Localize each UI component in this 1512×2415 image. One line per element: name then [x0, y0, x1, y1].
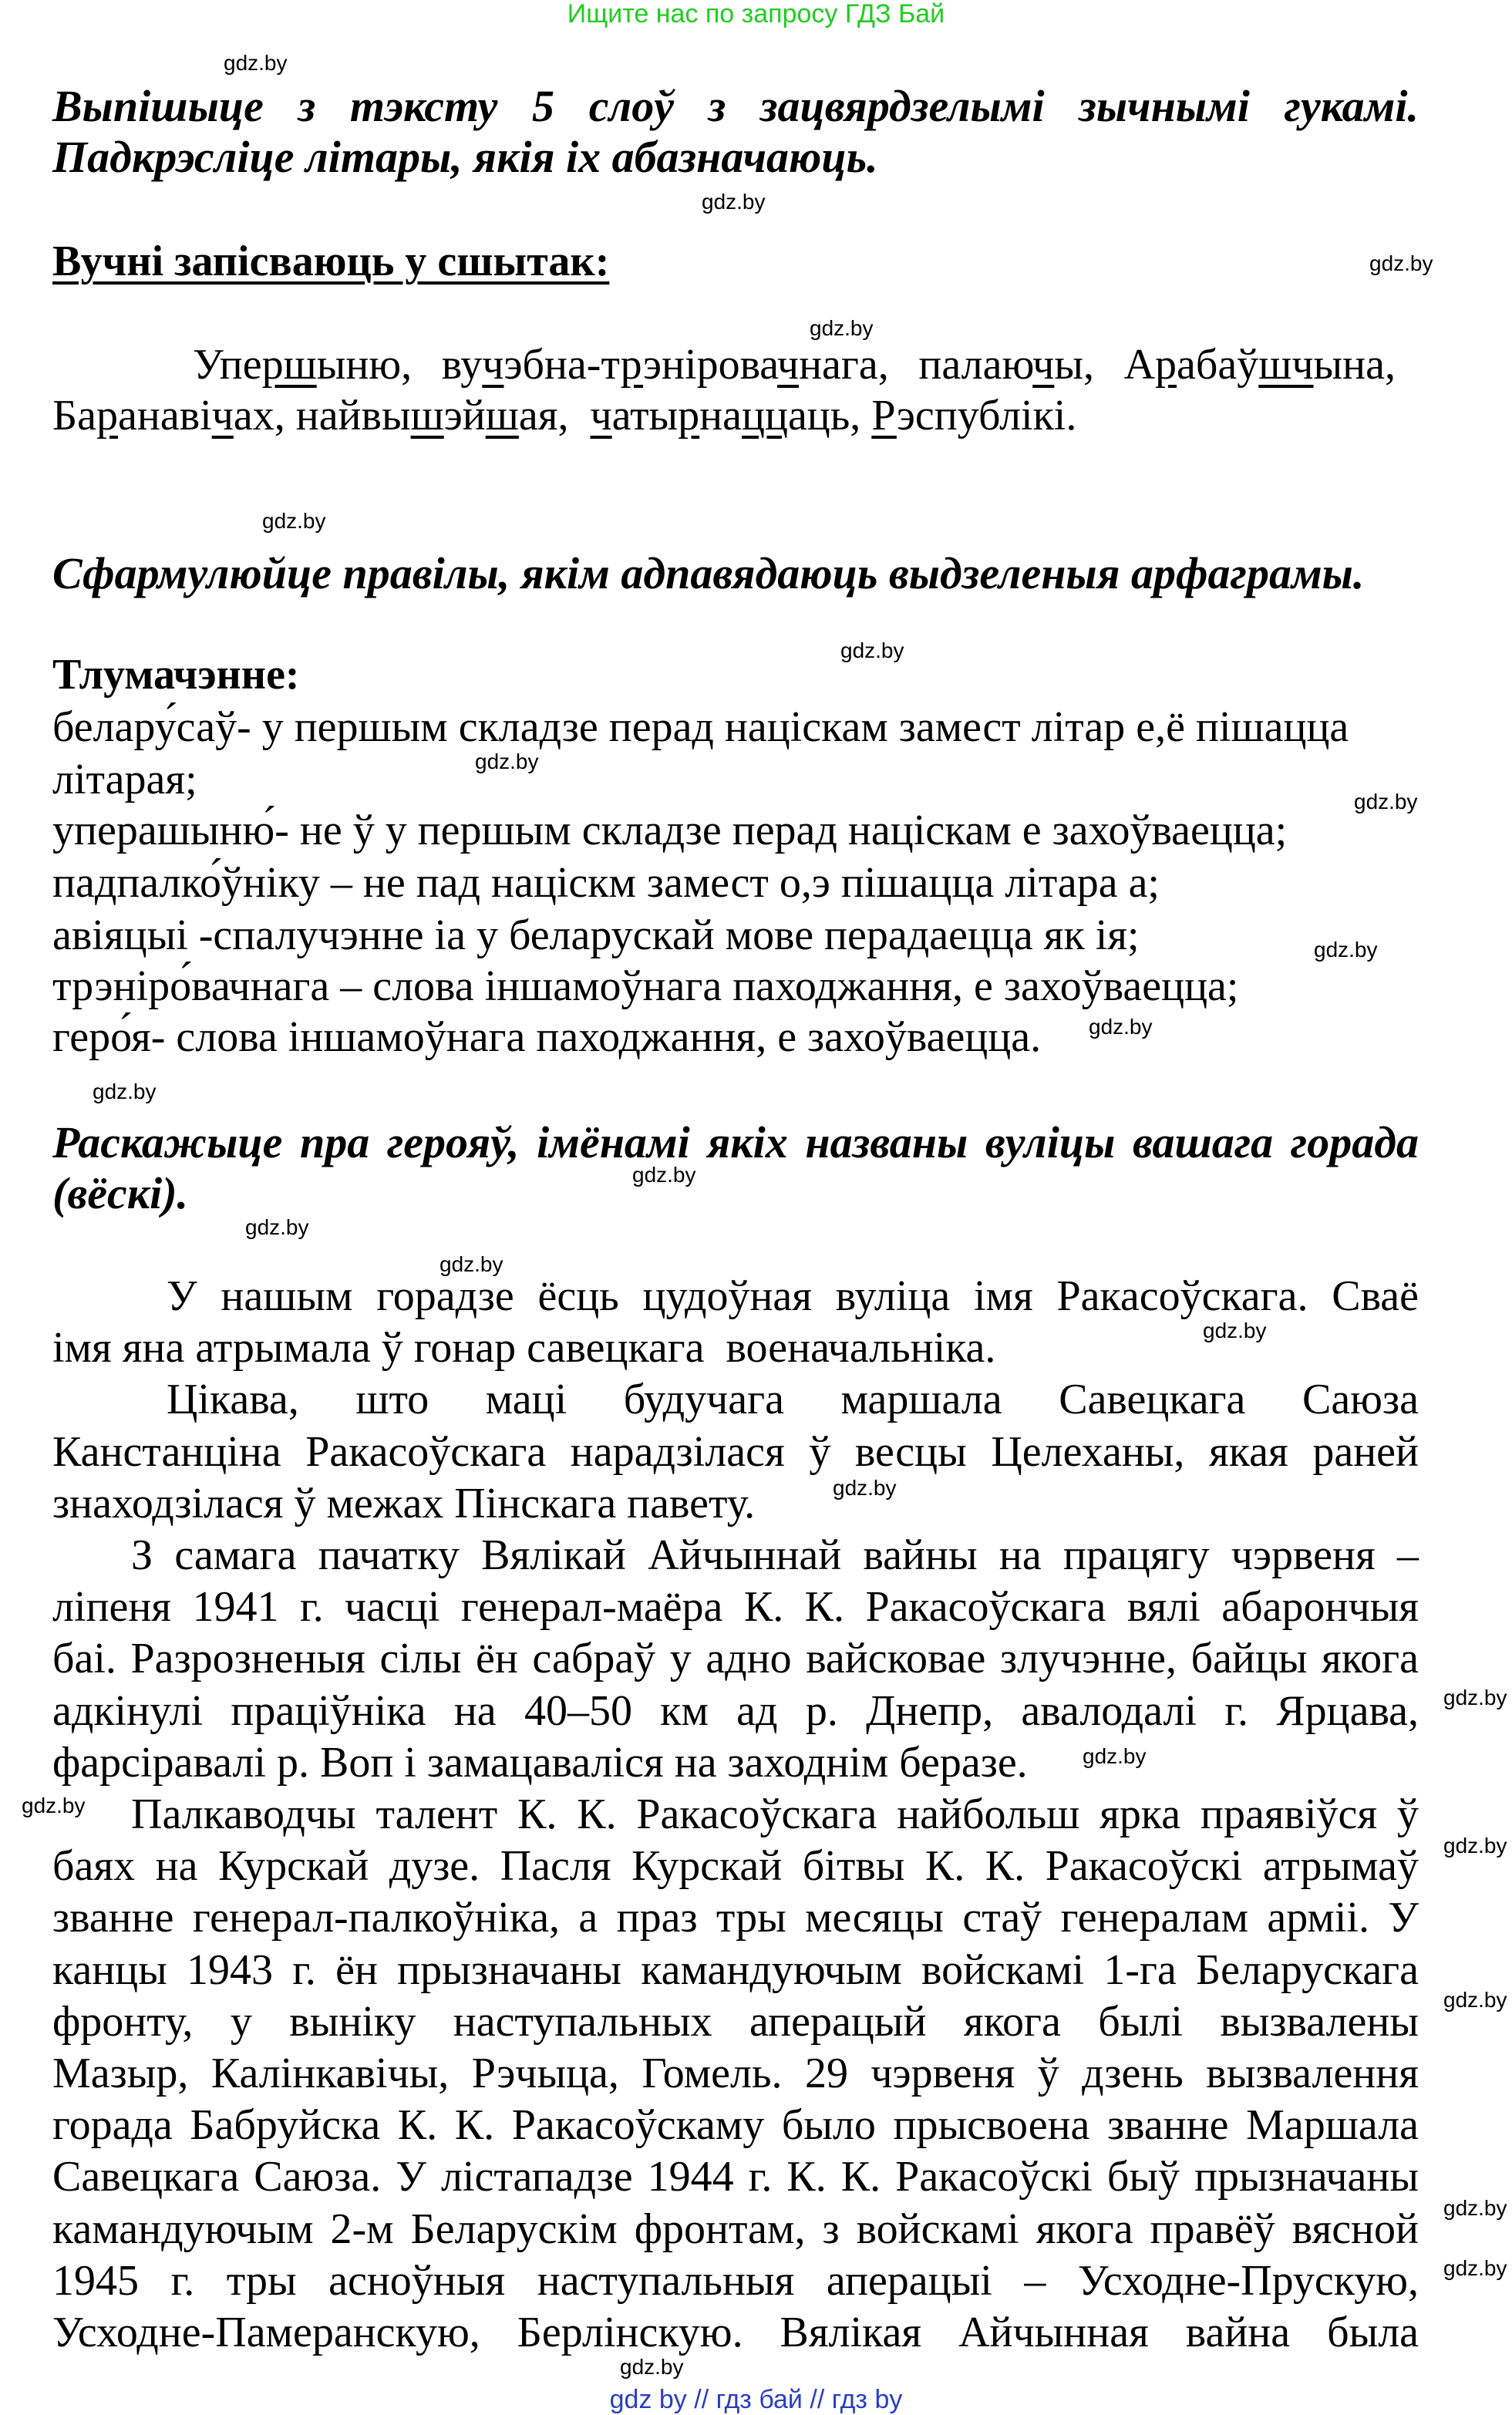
watermark: gdz.by: [1443, 1686, 1507, 1709]
underlined-letter: ш: [410, 392, 444, 440]
story-line: Мазыр, Калінкавічы, Рэчыца, Гомель. 29 чэрвеня ў дзень вызвалення: [52, 2050, 1419, 2097]
underlined-letter: ч: [776, 341, 800, 389]
word-text: аты: [611, 392, 679, 440]
task3-line2: (вёскі).: [52, 1168, 189, 1218]
story-line: адкінулі праціўніка на 40–50 км ад р. Днепр, авалодалі г. Ярцава,: [52, 1686, 1419, 1735]
story-line: З самага пачатку Вялікай Айчыннай вайны на працягу чэрвеня –: [131, 1531, 1419, 1579]
watermark: gdz.by: [245, 1215, 309, 1239]
word-text: Ба: [52, 392, 97, 440]
story-line: фронту, у выніку наступальных аперацый якога былі вызвалены: [52, 1997, 1419, 2046]
story-line: канцы 1943 г. ён прызначаны камандуючым войскамі 1-га Беларускага: [52, 1945, 1419, 1994]
word-text: эспублікі.: [896, 392, 1077, 440]
underlined-letter: шч: [1258, 341, 1314, 389]
story-line: званне генерал-палкоўніка, а праз тры месяцы стаў генералам арміі. У: [52, 1894, 1419, 1942]
word-text: анаві: [118, 392, 212, 440]
word-text: ыню, ву: [316, 341, 483, 389]
watermark: gdz.by: [1203, 1319, 1267, 1342]
task2: Сфармулюйце правілы, якім адпавядаюць выдзеленыя арфаграмы.: [52, 548, 1365, 598]
watermark: gdz.by: [93, 1080, 157, 1103]
word-text: ах, найвы: [233, 392, 411, 440]
watermark: gdz.by: [1314, 938, 1378, 962]
word-text: эбна-т: [503, 341, 621, 389]
story-line: баях на Курскай дузе. Пасля Курскай бітвы К. К. Ракасоўскі атрымаў: [52, 1842, 1419, 1891]
students-write-heading: Вучні запісваюць у сшытак:: [52, 237, 610, 285]
explanation-title: Тлумачэнне:: [52, 651, 300, 699]
watermark: gdz.by: [840, 638, 904, 662]
word-text: Упе: [193, 341, 262, 389]
story-line: 1945 г. тры асноўныя наступальныя аперацыі – Усходне-Прускую,: [52, 2256, 1419, 2305]
word-text: абаў: [1177, 341, 1259, 389]
explanation-line: падпалко́ўніку – не пад націскм замест о,э пішацца літара а;: [52, 859, 1160, 907]
watermark: gdz.by: [702, 190, 766, 214]
underlined-letter: Р: [871, 392, 897, 440]
word-text: ы, А: [1054, 341, 1156, 389]
watermark: gdz.by: [1083, 1744, 1147, 1768]
watermark: gdz.by: [632, 1163, 696, 1187]
task3-line1: Раскажыце пра герояў, імёнамі якіх названы вуліцы вашага горада: [52, 1117, 1419, 1167]
watermark: gdz.by: [1443, 1988, 1507, 2012]
story-line: Цікава, што маці будучага маршала Савецкага Саюза: [167, 1376, 1419, 1424]
explanation-line: белару́саў- у першым складзе перад націскам замест літар е,ё пішацца: [52, 703, 1349, 751]
explanation-line: трэніро́вачнага – слова іншамоўнага паходжання, е захоўваецца;: [52, 962, 1239, 1010]
story-line: баі. Разрозненыя сілы ён сабраў у адно вайсковае злучэнне, байцы якога: [52, 1635, 1419, 1683]
watermark: gdz.by: [810, 316, 874, 340]
underlined-letter: ч: [482, 341, 504, 389]
underlined-letter: ч: [590, 392, 612, 440]
underlined-letter: рш: [261, 341, 317, 389]
underlined-letter: ш: [485, 392, 519, 440]
word-text: энірова: [643, 341, 777, 389]
word-text: эй: [443, 392, 486, 440]
word-text: ая,: [518, 392, 591, 440]
example-words-line2: [52, 390, 1419, 442]
watermark: gdz.by: [1443, 1834, 1507, 1858]
story-line: камандуючым 2-м Беларускім фронтам, з войскамі якога правёў вясной: [52, 2204, 1419, 2253]
watermark: gdz.by: [620, 2355, 684, 2379]
underlined-letter: р: [96, 392, 119, 440]
footer-links[interactable]: gdz by // гдз бай // гдз by: [609, 2385, 903, 2414]
header-ad-link[interactable]: Ищите нас по запросу ГДЗ Бай: [567, 0, 945, 29]
explanation-line: геро́я- слова іншамоўнага паходжання, е захоўваецца.: [52, 1013, 1042, 1061]
underlined-letter: р: [1155, 341, 1177, 389]
watermark: gdz.by: [1443, 2196, 1507, 2220]
explanation-line: авіяцыі -спалучэнне іа у беларускай мове перадаецца як ія;: [52, 911, 1140, 959]
watermark: gdz.by: [1354, 790, 1418, 813]
story-line: Савецкага Саюза. У лістападзе 1944 г. К. К. Ракасоўскі быў прызначаны: [52, 2153, 1419, 2201]
story-line: імя яна атрымала ў гонар савецкага военачальніка.: [52, 1324, 996, 1373]
story-line: знаходзілася ў межах Пінскага павету.: [52, 1479, 756, 1527]
story-line: фарсіравалі р. Воп і замацаваліся на заходнім беразе.: [52, 1738, 1028, 1787]
underlined-letter: р: [620, 341, 644, 389]
watermark: gdz.by: [22, 1794, 86, 1817]
explanation-line: уперашыню́- не ў у першым складзе перад націскам е захоўваецца;: [52, 807, 1288, 854]
underlined-letter: ч: [1032, 341, 1055, 389]
story-line: Усходне-Памеранскую, Берлінскую. Вялікая Айчынная вайна была: [52, 2309, 1419, 2356]
story-line: У нашым горадзе ёсць цудоўная вуліца імя Ракасоўскага. Сваё: [167, 1272, 1419, 1320]
watermark: gdz.by: [1369, 251, 1433, 275]
task1-line1: Выпішыце з тэксту 5 слоў з зацвярдзелымі зычнымі гукамі.: [52, 81, 1419, 131]
underlined-letter: р: [678, 392, 700, 440]
watermark: gdz.by: [224, 51, 288, 75]
underlined-letter: ч: [211, 392, 234, 440]
story-line: горада Бабруйска К. К. Ракасоўскаму было прысвоена званне Маршала: [52, 2101, 1419, 2150]
story-line: ліпеня 1941 г. часці генерал-маёра К. К. Ракасоўскага вялі абарончыя: [52, 1583, 1419, 1632]
underlined-letter: цц: [742, 392, 788, 440]
task1-line2: Падкрэсліце літары, якія іх абазначаюць.: [52, 132, 878, 182]
word-text: аць,: [787, 392, 872, 440]
example-words-line1: [193, 339, 1396, 391]
watermark: gdz.by: [1443, 2256, 1507, 2280]
explanation-line: літарая;: [52, 756, 197, 803]
watermark: gdz.by: [1089, 1015, 1153, 1039]
word-text: нага, палаю: [799, 341, 1033, 389]
watermark: gdz.by: [439, 1252, 503, 1276]
word-text: ына,: [1313, 341, 1396, 389]
story-line: Канстанціна Ракасоўскага нарадзілася ў весцы Целеханы, якая раней: [52, 1427, 1419, 1476]
watermark: gdz.by: [262, 509, 326, 533]
word-text: на: [699, 392, 742, 440]
watermark: gdz.by: [475, 749, 539, 773]
watermark: gdz.by: [833, 1476, 897, 1500]
story-line: Палкаводчы талент К. К. Ракасоўскага найбольш ярка праявіўся ў: [131, 1790, 1419, 1838]
